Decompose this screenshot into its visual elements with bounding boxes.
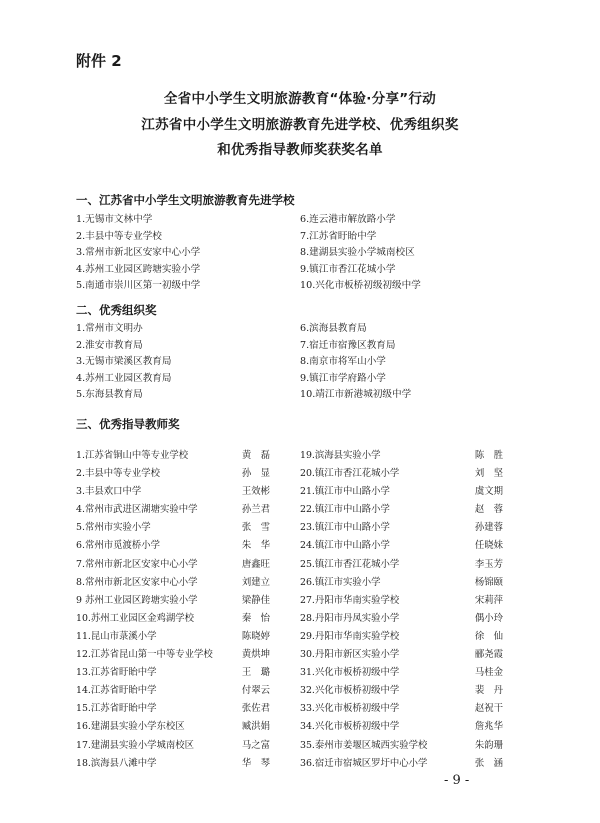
list-item	[76, 353, 536, 370]
teacher-left: 唐鑫旺	[241, 558, 271, 570]
teacher-right: 任晓妹	[474, 540, 504, 552]
school-left: 15.江苏省盱眙中学	[76, 703, 157, 715]
teacher-right: 李玉芳	[474, 558, 504, 570]
list-item-left: 1.无锡市文林中学	[76, 214, 153, 225]
attachment-label: 附件 2	[76, 52, 122, 70]
school-right: 33.兴化市板桥初级中学	[300, 703, 400, 715]
school-left: 2.丰县中等专业学校	[76, 468, 160, 480]
teacher-right: 郦尧霞	[474, 649, 504, 661]
teacher-right: 陈 胜	[474, 450, 504, 461]
teacher-left: 黄烘坤	[241, 649, 271, 661]
school-left: 13.江苏省盱眙中学	[76, 667, 157, 679]
teacher-left: 付翠云	[241, 685, 271, 697]
list-item-right: 9.镇江市香江花城小学	[300, 263, 396, 275]
school-right: 29.丹阳市华南实验学校	[300, 630, 400, 642]
teacher-left: 孙 显	[241, 468, 271, 480]
list-item	[76, 277, 536, 294]
list-item	[76, 337, 536, 354]
teacher-left: 张佐君	[241, 703, 271, 715]
school-left: 1.江苏省铜山中等专业学校	[76, 450, 189, 461]
teacher-right: 赵 蓉	[474, 504, 504, 516]
teacher-right: 裴 丹	[474, 685, 504, 697]
school-left: 4.常州市武进区湖塘实验中学	[76, 504, 198, 516]
table-row	[76, 574, 536, 592]
table-row	[76, 737, 536, 755]
teacher-left: 陈晓婷	[241, 630, 271, 642]
school-left: 10.苏州工业园区金鸡湖学校	[76, 612, 195, 624]
list-item-left: 4.苏州工业园区跨塘实验小学	[76, 263, 201, 275]
list-item-left: 3.常州市新北区安家中心小学	[76, 247, 201, 258]
list-item-right: 10.兴化市板桥初级初级中学	[300, 280, 421, 291]
list-item-left: 4.苏州工业园区教育局	[76, 372, 172, 384]
table-row	[76, 755, 536, 773]
school-left: 12.江苏省昆山第一中等专业学校	[76, 649, 213, 661]
table-row	[76, 465, 536, 483]
teacher-right: 朱韵珊	[474, 739, 504, 751]
school-left: 3.丰县欢口中学	[76, 486, 142, 498]
school-left: 6.常州市觅渡桥小学	[76, 540, 160, 552]
table-row	[76, 682, 536, 700]
list-item-left: 3.无锡市梁溪区教育局	[76, 356, 172, 367]
school-right: 36.宿迁市宿城区罗圩中心小学	[300, 757, 428, 769]
school-left: 9 苏州工业园区跨塘实验小学	[76, 594, 198, 606]
school-left: 7.常州市新北区安家中心小学	[76, 558, 198, 570]
list-item-left: 1.常州市文明办	[76, 323, 143, 334]
list-item-right: 7.江苏省盱眙中学	[300, 230, 377, 242]
school-right: 19.滨海县实验小学	[300, 450, 381, 461]
table-row	[76, 646, 536, 664]
section-heading-teacher-award: 三、优秀指导教师奖	[76, 417, 180, 431]
teacher-left: 张 雪	[241, 522, 271, 534]
list-item-left: 2.丰县中等专业学校	[76, 230, 162, 242]
teacher-left: 王效彬	[241, 486, 271, 498]
school-right: 28.丹阳市丹凤实验小学	[300, 612, 400, 624]
list-item-right: 8.南京市将军山小学	[300, 356, 386, 367]
title-line-2: 江苏省中小学生文明旅游教育先进学校、优秀组织奖	[141, 117, 459, 133]
table-row	[76, 592, 536, 610]
table-row	[76, 447, 536, 465]
teacher-left: 黄 磊	[241, 450, 271, 461]
advanced-schools-list	[76, 211, 536, 294]
teacher-left: 孙兰君	[241, 504, 271, 516]
list-item-left: 5.南通市崇川区第一初级中学	[76, 280, 201, 291]
list-item	[76, 244, 536, 261]
teacher-right: 徐 仙	[474, 630, 504, 642]
school-right: 27.丹阳市华南实验学校	[300, 594, 400, 606]
title-line-3: 和优秀指导教师奖获奖名单	[217, 142, 383, 158]
teacher-right: 杨锦颐	[474, 576, 504, 588]
teacher-left: 秦 怡	[241, 612, 271, 624]
teacher-right: 偶小玲	[474, 612, 504, 624]
teacher-left: 华 琴	[241, 757, 271, 769]
table-row	[76, 628, 536, 646]
table-row	[76, 483, 536, 501]
list-item-right: 6.连云港市解放路小学	[300, 214, 396, 225]
school-right: 35.泰州市姜堰区城西实验学校	[300, 739, 428, 751]
table-row	[76, 610, 536, 628]
school-left: 11.昆山市菉溪小学	[76, 630, 157, 642]
school-right: 22.镇江市中山路小学	[300, 504, 390, 516]
school-right: 31.兴化市板桥初级中学	[300, 667, 400, 679]
title-line-1: 全省中小学生文明旅游教育“体验·分享”行动	[163, 91, 437, 107]
school-left: 16.建湖县实验小学东校区	[76, 721, 185, 733]
teacher-right: 孙建蓉	[474, 522, 504, 534]
list-item	[76, 370, 536, 387]
school-left: 17.建湖县实验小学城南校区	[76, 739, 195, 751]
teacher-right: 宋莉萍	[474, 594, 504, 606]
school-right: 30.丹阳市新区实验小学	[300, 649, 400, 661]
list-item-left: 5.东海县教育局	[76, 389, 143, 400]
school-left: 14.江苏省盱眙中学	[76, 685, 157, 697]
school-right: 34.兴化市板桥初级中学	[300, 721, 400, 733]
teacher-left: 臧洪娟	[241, 721, 271, 733]
teacher-left: 王 璐	[241, 667, 271, 679]
school-right: 20.镇江市香江花城小学	[300, 468, 400, 480]
teacher-left: 梁静佳	[241, 594, 271, 606]
list-item-right: 8.建湖县实验小学城南校区	[300, 247, 415, 258]
table-row	[76, 718, 536, 736]
organization-award-list	[76, 320, 536, 403]
teacher-right: 刘 坚	[474, 468, 504, 480]
table-row	[76, 664, 536, 682]
teacher-left: 朱 华	[241, 540, 271, 552]
page-number: - 9 -	[444, 773, 470, 788]
list-item-right: 10.靖江市新港城初级中学	[300, 389, 412, 400]
school-left: 18.滨海县八滩中学	[76, 757, 157, 769]
table-row	[76, 537, 536, 555]
list-item-left: 2.淮安市教育局	[76, 339, 143, 351]
list-item	[76, 228, 536, 245]
list-item	[76, 386, 536, 403]
teacher-right: 虞文期	[474, 486, 504, 498]
list-item-right: 6.滨海县教育局	[300, 323, 367, 334]
teacher-left: 马之富	[241, 739, 271, 751]
teacher-right: 詹兆华	[474, 721, 504, 733]
teacher-right: 赵祝干	[474, 703, 504, 715]
school-right: 23.镇江市中山路小学	[300, 522, 390, 534]
school-right: 24.镇江市中山路小学	[300, 540, 390, 552]
table-row	[76, 519, 536, 537]
list-item	[76, 261, 536, 278]
table-row	[76, 501, 536, 519]
school-left: 5.常州市实验小学	[76, 522, 151, 534]
school-right: 25.镇江市香江花城小学	[300, 558, 400, 570]
section-heading-organization-award: 二、优秀组织奖	[76, 303, 157, 317]
list-item-right: 9.镇江市学府路小学	[300, 372, 386, 384]
teacher-right: 马桂金	[474, 667, 504, 679]
school-right: 26.镇江市实验小学	[300, 576, 381, 588]
table-row	[76, 556, 536, 574]
list-item	[76, 211, 536, 228]
teacher-award-list	[76, 447, 536, 773]
section-heading-advanced-schools: 一、江苏省中小学生文明旅游教育先进学校	[76, 193, 295, 207]
table-row	[76, 700, 536, 718]
list-item	[76, 320, 536, 337]
school-right: 32.兴化市板桥初级中学	[300, 685, 400, 697]
school-left: 8.常州市新北区安家中心小学	[76, 576, 198, 588]
list-item-right: 7.宿迁市宿豫区教育局	[300, 339, 396, 351]
teacher-left: 刘建立	[241, 576, 271, 588]
school-right: 21.镇江市中山路小学	[300, 486, 390, 498]
teacher-right: 张 涵	[474, 757, 504, 769]
